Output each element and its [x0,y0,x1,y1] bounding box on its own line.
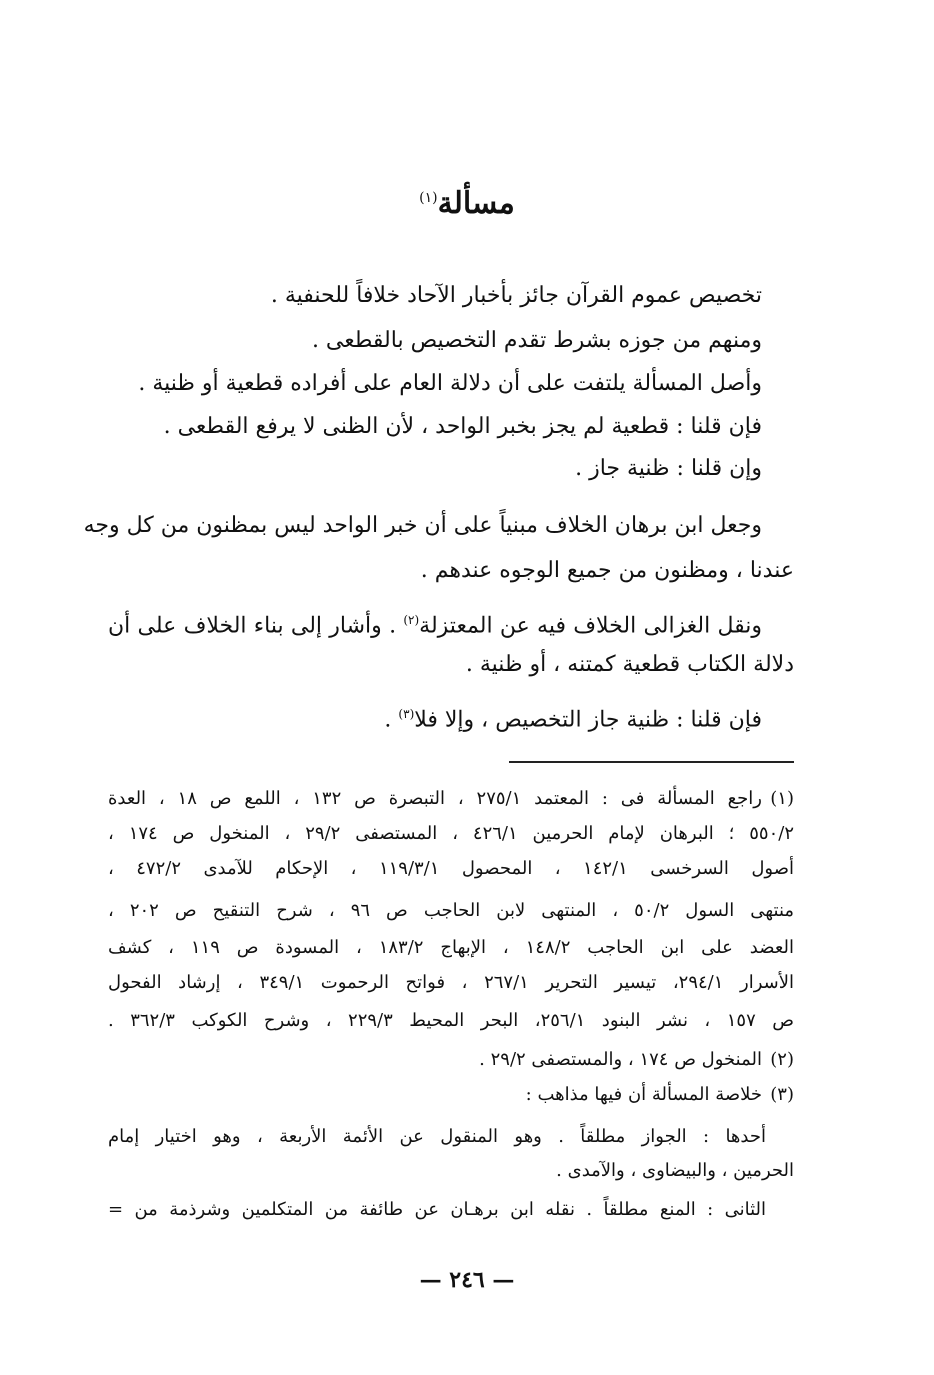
paragraph-3-line-1 [108,600,762,646]
footnote-ref-1: (١) [419,190,438,206]
page-title-text: مسألة [437,186,515,221]
footnote-3-line-2: الحرمين ، والبيضاوى ، والآمدى . [556,1160,794,1181]
page-number: — ٢٤٦ — [419,1267,515,1293]
body-line-4: فإن قلنا : قطعية لم يجز بخبر الواحد ، لأن الظنى لا يرفع القطعى . [163,414,762,439]
paragraph-2-line-2: عندنا ، ومظنون من جميع الوجوه عندهم . [420,558,794,583]
footnote-1-line-7: ص ١٥٧ ، نشر البنود ٢٥٦/١، البحر المحيط ٢٢٩/٣ ، وشرح الكوكب ٣٦٢/٣ . [108,1010,794,1031]
body-line-3: وأصل المسألة يلتفت على أن دلالة العام على أفراده قطعية أو ظنية . [138,371,762,396]
paragraph-4-end: . [384,707,399,733]
paragraph-3-line-2: دلالة الكتاب قطعية كمتنه ، أو ظنية . [465,652,794,677]
body-line-1: تخصيص عموم القرآن جائز بأخبار الآحاد خلافاً للحنفية . [270,283,762,308]
paragraph-4-line [140,694,762,740]
paragraph-3-text-b: . وأشار إلى بناء الخلاف على أن [108,613,404,639]
footnote-1-line-2: ٥٥٠/٢ ؛ البرهان لإمام الحرمين ٤٢٦/١ ، المستصفى ٢٩/٢ ، المنخول ص ١٧٤ ، [108,823,795,844]
page-title [0,176,934,226]
footnote-separator [509,761,794,763]
body-line-5: وإن قلنا : ظنية جاز . [575,456,762,481]
paragraph-4-text: فإن قلنا : ظنية جاز التخصيص ، وإلا فلا [414,707,762,733]
footnote-ref-2: (٢) [403,613,420,627]
footnote-1-number: (١) [770,788,794,809]
paragraph-2-line-1: وجعل ابن برهان الخلاف مبنياً على أن خبر الواحد ليس بمظنون من كل وجه [83,513,762,538]
body-line-2: ومنهم من جوزه بشرط تقدم التخصيص بالقطعى . [311,328,762,353]
footnote-3-intro: خلاصة المسألة أن فيها مذاهب : [525,1084,762,1105]
footnote-ref-3: (٣) [398,707,415,721]
footnote-1-line-5: العضد على ابن الحاجب ١٤٨/٢ ، الإبهاج ١٨٣/٢ ، المسودة ص ١١٩ ، كشف [108,937,794,958]
footnote-3-number: (٣) [770,1084,794,1105]
footnote-2-text: المنخول ص ١٧٤ ، والمستصفى ٢٩/٢ . [479,1049,762,1070]
footnote-1-line-1: راجع المسألة فى : المعتمد ٢٧٥/١ ، التبصرة ص ١٣٢ ، اللمع ص ١٨ ، العدة [108,788,763,809]
footnote-3-line-1: أحدها : الجواز مطلقاً . وهو المنقول عن الأئمة الأربعة ، وهو اختيار إمام [108,1126,766,1147]
footnote-2-number: (٢) [770,1049,794,1070]
footnote-1-line-6: الأسرار ٢٩٤/١، تيسير التحرير ٢٦٧/١ ، فواتح الرحموت ٣٤٩/١ ، إرشاد الفحول [108,972,794,993]
paragraph-3-text-a: ونقل الغزالى الخلاف فيه عن المعتزلة [419,613,762,639]
footnote-3-line-3: الثانى : المنع مطلقاً . نقله ابن برهـان عن طائفة من المتكلمين وشرذمة من = [108,1199,766,1220]
footnote-1-line-4: منتهى السول ٥٠/٢ ، المنتهى لابن الحاجب ص ٩٦ ، شرح التنقيح ص ٢٠٢ ، [108,900,795,921]
footnote-1-line-3: أصول السرخسى ١٤٢/١ ، المحصول ١١٩/٣/١ ، الإحكام للآمدى ٤٧٢/٢ ، [108,858,794,879]
